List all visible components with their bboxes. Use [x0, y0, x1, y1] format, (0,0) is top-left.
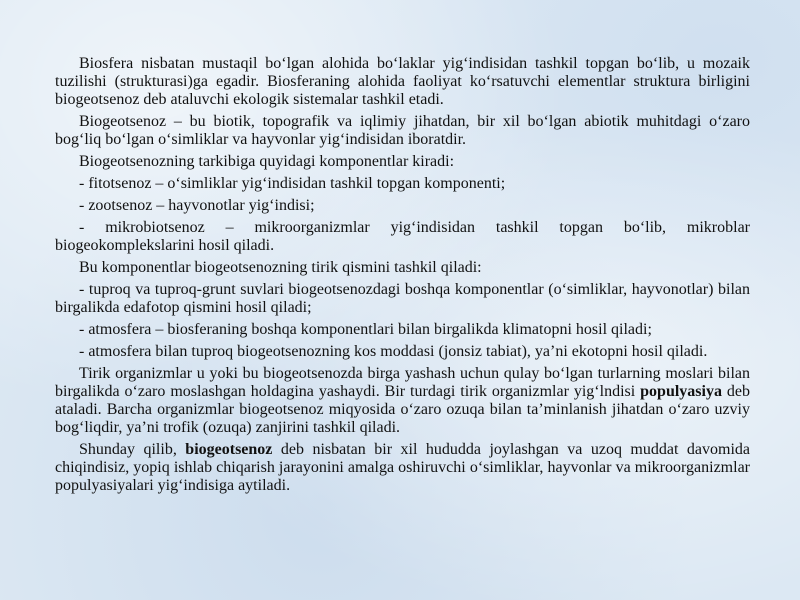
list-item-klimatop	[55, 321, 750, 339]
list-item-text: - atmosfera – biosferaning boshqa komponentlari bilan birgalikda klimatopni hosil qiladi;	[79, 321, 652, 338]
paragraph-text: Biogeotsenoz – bu biotik, topografik va iqlimiy jihatdan, bir xil bo‘lgan abiotik muhitdagi o‘zaro bog‘liq bo‘lgan o‘simliklar va hayvonlar yig‘indisidan iboratdir.	[55, 113, 750, 148]
list-item-text: - tuproq va tuproq-grunt suvlari biogeotsenozdagi boshqa komponentlar (o‘simliklar, hayvonotlar) bilan birgalikda edafotop qismini hosil qiladi;	[55, 281, 750, 316]
paragraph-text: deb ataladi. Barcha organizmlar biogeotsenoz miqyosida o‘zaro ozuqa bilan ta’minlanish jihatdan o‘zaro uzviy bog‘liqdir, ya’ni trofik (ozuqa) zanjirini tashkil qiladi.	[55, 383, 750, 436]
list-item-fitotsenoz	[55, 175, 750, 193]
paragraph-4	[55, 259, 750, 277]
list-item-ekotop	[55, 343, 750, 361]
term-populyasiya: populyasiya	[640, 383, 722, 400]
paragraph-3	[55, 153, 750, 171]
paragraph-text: Tirik organizmlar u yoki bu biogeotsenozda birga yashash uchun qulay bo‘lgan turlarning moslari bilan birgalikda o‘zaro moslashgan holdagina yashaydi. Bir turdagi tirik organizmlar yig‘lndisi	[55, 365, 750, 400]
paragraph-biogeotsenoz-definition	[55, 441, 750, 495]
paragraph-populyasiya	[55, 365, 750, 437]
term-biogeotsenoz: biogeotsenoz	[185, 441, 273, 458]
list-item-zootsenoz	[55, 197, 750, 215]
paragraph-text: Shunday qilib,	[79, 441, 186, 458]
list-item-text: - fitotsenoz – o‘simliklar yig‘indisidan tashkil topgan komponenti;	[79, 175, 506, 192]
paragraph-text: Biogeotsenozning tarkibiga quyidagi komponentlar kiradi:	[79, 153, 455, 170]
paragraph-1	[55, 55, 750, 109]
list-item-mikrobiotsenoz	[55, 219, 750, 255]
list-item-text: - zootsenoz – hayvonotlar yig‘indisi;	[79, 197, 315, 214]
document-body	[55, 55, 750, 499]
paragraph-text: Bu komponentlar biogeotsenozning tirik qismini tashkil qiladi:	[79, 259, 482, 276]
paragraph-text: deb nisbatan bir xil hududda joylashgan va uzoq muddat davomida chiqindisiz, yopiq ishlab chiqarish jarayonini amalga oshiruvchi o‘simliklar, hayvonlar va mikroorganizmlar populyasiyalari yig‘indisiga aytiladi.	[55, 441, 750, 494]
list-item-text: - atmosfera bilan tuproq biogeotsenozning kos moddasi (jonsiz tabiat), ya’ni ekotopni hosil qiladi.	[79, 343, 708, 360]
paragraph-text: Biosfera nisbatan mustaqil bo‘lgan alohida bo‘laklar yig‘indisidan tashkil topgan bo‘lib, u mozaik tuzilishi (strukturasi)ga egadir. Biosferaning alohida faoliyat ko‘rsatuvchi elementlar struktura birligini biogeotsenoz deb ataluvchi ekologik sistemalar tashkil etadi.	[55, 55, 750, 108]
list-item-edafotop	[55, 281, 750, 317]
list-item-text: - mikrobiotsenoz – mikroorganizmlar yig‘indisidan tashkil topgan bo‘lib, mikroblar biogeokomplekslarini hosil qiladi.	[55, 219, 750, 254]
paragraph-2	[55, 113, 750, 149]
